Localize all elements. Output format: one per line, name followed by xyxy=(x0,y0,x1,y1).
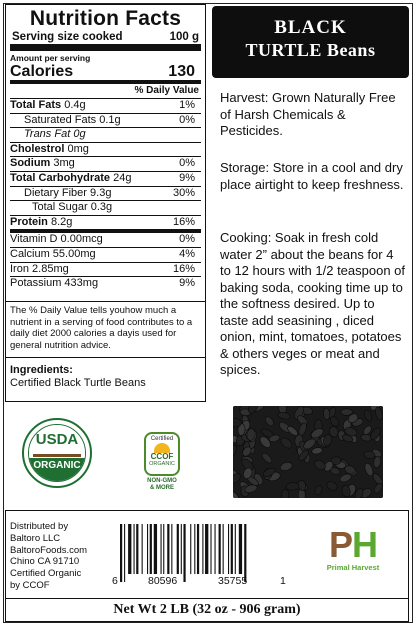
barcode-bar xyxy=(177,524,179,574)
nutrient-amount: 9.3g xyxy=(90,186,112,199)
barcode-bar xyxy=(202,524,203,574)
nutrient-dv: 1% xyxy=(179,99,195,111)
beans-image xyxy=(233,406,383,498)
barcode-bar xyxy=(142,524,143,574)
nutrient-dv: 16% xyxy=(172,262,195,275)
brand-name: Primal Harvest xyxy=(326,563,380,572)
daily-value-footnote: The % Daily Value tells youhow much a nutrient in a serving of food contributes to a daily diet 2000 calories a dayis used for general nutrition advice. xyxy=(5,302,206,358)
distributor-line: by CCOF xyxy=(10,579,50,591)
nutrient-row-dietary-fiber xyxy=(10,187,201,202)
distributor-info xyxy=(10,521,100,592)
barcode-bar xyxy=(161,524,162,574)
nutrient-label: Protein xyxy=(10,215,48,228)
usda-seal-divider xyxy=(33,454,81,457)
nutrient-row-total-fats xyxy=(10,99,201,114)
nutrient-amount: 0mg xyxy=(67,142,89,155)
ingredients-text: Certified Black Turtle Beans xyxy=(10,377,146,389)
net-weight: Net Wt 2 LB (32 oz - 906 gram) xyxy=(5,598,409,622)
nutrient-amount: 0.1g xyxy=(99,113,121,126)
nutrient-amount: 55.00mg xyxy=(52,247,96,260)
nutrient-label: Total Sugar xyxy=(32,201,88,214)
nutrient-label: Dietary Fiber xyxy=(24,186,87,199)
nutrient-dv: 9% xyxy=(179,277,195,290)
nutrition-title: Nutrition Facts xyxy=(29,7,182,30)
usda-seal-inner xyxy=(28,424,86,482)
barcode-bar xyxy=(171,524,172,574)
nutrient-amount: 433mg xyxy=(64,277,99,290)
nutrient-amount: 0.00mcg xyxy=(60,233,103,246)
nutrient-amount: 3mg xyxy=(53,157,75,170)
ccof-certified-logo xyxy=(137,432,187,502)
ccof-badge xyxy=(144,432,180,476)
nutrient-row-potassium xyxy=(10,277,201,291)
bean-shape xyxy=(341,409,353,416)
ph-letter-p: P xyxy=(328,524,352,565)
barcode-bar xyxy=(154,524,157,574)
barcode-bar xyxy=(150,524,152,574)
ccof-name: CCOF xyxy=(150,452,174,461)
barcode-digit-group: 6 xyxy=(112,575,118,587)
nutrient-dv: 16% xyxy=(172,215,195,228)
nutrient-row-sodium xyxy=(10,157,201,172)
nutrition-facts-panel xyxy=(5,4,206,302)
nutrient-row-total-sugar xyxy=(10,201,201,216)
distributor-line: Baltoro LLC xyxy=(10,532,61,544)
distributor-line: Certified Organic xyxy=(10,568,82,580)
product-title-banner xyxy=(212,6,409,78)
nutrient-row-calcium xyxy=(10,248,201,263)
nutrient-label: Total Carbohydrate xyxy=(10,171,111,184)
nutrient-amount: 24g xyxy=(113,171,132,184)
product-title-line-1: BLACK xyxy=(274,17,347,38)
ph-monogram xyxy=(318,525,388,565)
barcode-bar xyxy=(136,524,138,574)
barcode-bar xyxy=(120,524,122,582)
nutrient-label: Trans Fat xyxy=(24,128,71,141)
barcode-bar xyxy=(194,524,195,574)
nutrient-amount: 0.3g xyxy=(90,201,113,214)
barcode-bar xyxy=(190,524,191,574)
barcode-bar xyxy=(205,524,208,574)
nutrient-amount: 8.2g xyxy=(50,215,73,228)
barcode-bar xyxy=(163,524,164,574)
ingredients-panel xyxy=(5,358,206,402)
barcode-bar xyxy=(134,524,135,574)
nutrient-amount: 0.4g xyxy=(64,99,86,111)
barcode-digit-group: 80596 xyxy=(148,575,178,587)
barcode-bar xyxy=(235,524,236,574)
primal-harvest-logo xyxy=(318,525,388,583)
storage-text: Storage: Store in a cool and dry place airtight to keep freshness. xyxy=(220,160,404,192)
barcode-digit-group: 35755 xyxy=(218,575,248,587)
calories-value: 130 xyxy=(168,63,195,80)
serving-label: Serving size cooked xyxy=(12,31,123,43)
calories-label: Calories xyxy=(10,63,74,80)
barcode-bar xyxy=(239,524,242,574)
nutrient-row-total-carbohydrate xyxy=(10,172,201,187)
barcode-bar xyxy=(124,524,125,582)
nutrient-dv: 30% xyxy=(172,186,195,199)
nutrient-row-trans-fat xyxy=(10,128,201,143)
barcode-bar xyxy=(219,524,221,574)
usda-seal-top: USDA xyxy=(29,425,85,458)
usda-seal-band: ORGANIC xyxy=(29,458,85,482)
ccof-organic-text: ORGANIC xyxy=(149,461,175,467)
nutrient-label: Potassium xyxy=(10,277,62,290)
nutrient-label: Total Fats xyxy=(10,99,62,111)
barcode-bar xyxy=(197,524,199,574)
amount-per-serving: Amount per serving xyxy=(10,53,91,63)
nutrient-dv xyxy=(161,143,195,157)
serving-value: 100 g xyxy=(169,31,199,43)
nutrient-label: Saturated Fats xyxy=(24,113,97,126)
nutrient-row-cholestrol xyxy=(10,143,201,158)
ingredients-title: Ingredients: xyxy=(10,364,73,376)
barcode-bar xyxy=(128,524,131,574)
distributor-line: Chino CA 91710 xyxy=(10,556,80,568)
barcode-bar xyxy=(223,524,224,574)
ccof-certified-text: Certified xyxy=(150,436,174,442)
barcode-bar xyxy=(210,524,211,574)
nutrient-label: Cholestrol xyxy=(10,142,65,155)
barcode-bar xyxy=(181,524,182,574)
non-gmo-line-2: & MORE xyxy=(150,485,174,491)
non-gmo-line-1: NON-GMO xyxy=(147,478,177,484)
nutrient-dv: 9% xyxy=(179,171,195,184)
nutrient-dv xyxy=(161,128,195,142)
nutrient-row-saturated-fats xyxy=(10,114,201,129)
product-title-line-2: TURTLE Beans xyxy=(245,40,376,60)
black-beans-photo xyxy=(233,406,383,498)
calories-row xyxy=(10,63,201,84)
nutrient-dv: 4% xyxy=(179,247,195,260)
barcode-bar xyxy=(183,524,185,582)
distributor-line: BaltoroFoods.com xyxy=(10,544,88,556)
barcode-bar xyxy=(228,524,229,574)
nutrient-row-iron xyxy=(10,263,201,278)
serving-size xyxy=(10,31,201,51)
nutrient-dv xyxy=(161,201,195,215)
nutrient-dv: 0% xyxy=(179,233,195,246)
distributor-line: Distributed by xyxy=(10,521,69,532)
ph-letter-h: H xyxy=(352,524,377,565)
barcode-bar xyxy=(231,524,233,574)
nutrient-label: Iron xyxy=(10,262,29,275)
daily-value-header: % Daily Value xyxy=(10,84,201,99)
barcode-digit-group: 1 xyxy=(280,575,286,587)
usda-organic-seal xyxy=(22,418,92,488)
nutrient-label: Calcium xyxy=(10,247,50,260)
nutrient-amount: 0g xyxy=(73,128,86,141)
nutrient-dv: 0% xyxy=(179,113,195,126)
nutrient-row-vitamin-d xyxy=(10,233,201,248)
barcode-bar xyxy=(215,524,216,574)
non-gmo-text xyxy=(137,478,187,492)
barcode-digits xyxy=(112,575,292,587)
barcode-bar xyxy=(244,524,246,582)
harvest-text: Harvest: Grown Naturally Free of Harsh Chemicals & Pesticides. xyxy=(220,90,396,138)
nutrient-label: Vitamin D xyxy=(10,233,58,246)
nutrient-dv: 0% xyxy=(179,157,195,170)
barcode-bar xyxy=(167,524,169,574)
nutrient-row-protein xyxy=(10,216,201,234)
barcode-bar xyxy=(147,524,148,574)
cooking-text: Cooking: Soak in fresh cold water 2” about the beans for 4 to 12 hours with 1/2 teaspoon of baking soda, cooking time up to the softness desired. Up to taste add seasining , diced onion, mint, tomatoes, potatoes & others veges or meat and spices. xyxy=(220,230,406,377)
nutrient-amount: 2.85mg xyxy=(32,262,69,275)
nutrient-label: Sodium xyxy=(10,157,51,170)
